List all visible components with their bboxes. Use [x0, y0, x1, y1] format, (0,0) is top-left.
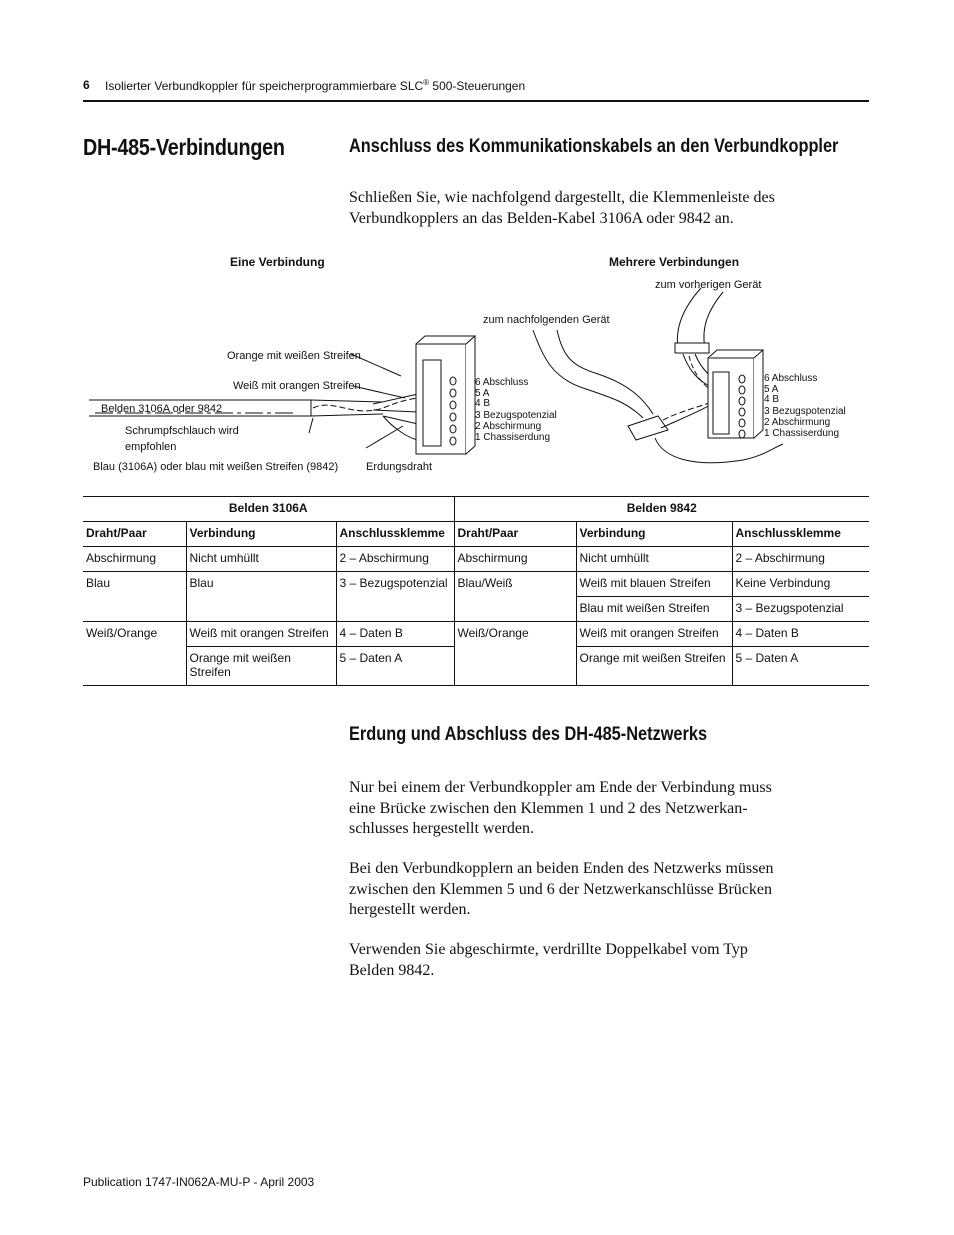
table-cell: 2 – Abschirmung	[336, 547, 454, 572]
intro-paragraph	[349, 188, 859, 229]
table-cell: Blau	[83, 572, 186, 622]
terminal-label-left: 4 B	[475, 398, 491, 409]
column-header: Anschlussklemme	[732, 522, 869, 547]
page-number: 6	[83, 78, 90, 92]
running-header-suffix: 500-Steuerungen	[429, 79, 526, 93]
table-cell: Blau	[186, 572, 336, 622]
table-group-3106a: Belden 3106A	[83, 497, 454, 522]
terminal-label-right: 3 Bezugspotenzial	[764, 406, 846, 417]
diagram-title-multiple: Mehrere Verbindungen	[609, 255, 740, 269]
wiring-diagram	[83, 248, 869, 478]
table-cell: Blau/Weiß	[454, 572, 576, 622]
publication-footer: Publication 1747-IN062A-MU-P - April 2003	[83, 1175, 315, 1189]
terminal-label-right: 1 Chassiserdung	[764, 428, 840, 439]
paragraph-line: Nur bei einem der Verbundkoppler am Ende der Verbindung muss	[349, 779, 772, 796]
label-next-device: zum nachfolgenden Gerät	[483, 314, 610, 326]
table-cell: 4 – Daten B	[336, 622, 454, 647]
terminal-label-left: 1 Chassiserdung	[475, 432, 551, 443]
terminal-label-left: 3 Bezugspotenzial	[475, 410, 557, 421]
section-title: DH-485-Verbindungen	[83, 134, 285, 160]
subsection-title-cable: Anschluss des Kommunikationskabels an den Verbundkoppler	[349, 136, 839, 157]
intro-line: Schließen Sie, wie nachfolgend dargestellt, die Klemmenleiste des	[349, 189, 775, 206]
terminal-label-left: 2 Abschirmung	[475, 421, 542, 432]
table-row	[83, 547, 869, 572]
paragraph-line: eine Brücke zwischen den Klemmen 1 und 2 des Netzwerkan-	[349, 799, 748, 817]
label-shrink-tube: Schrumpfschlauch wird	[125, 425, 239, 437]
table-group-9842: Belden 9842	[454, 497, 869, 522]
label-belden-cable: Belden 3106A oder 9842	[101, 403, 223, 415]
table-cell: Blau mit weißen Streifen	[576, 597, 732, 622]
label-previous-device: zum vorherigen Gerät	[655, 279, 762, 291]
paragraph-line: hergestellt werden.	[349, 901, 471, 918]
running-header-text: Isolierter Verbundkoppler für speicherprogrammierbare SLC	[105, 79, 424, 93]
table-cell: 4 – Daten B	[732, 622, 869, 647]
table-cell: Orange mit weißen Streifen	[186, 647, 336, 686]
table-cell: 5 – Daten A	[336, 647, 454, 686]
paragraph-jumper	[349, 778, 859, 840]
table-row	[83, 572, 869, 597]
paragraph-line: schlusses hergestellt werden.	[349, 820, 534, 837]
column-header: Verbindung	[576, 522, 732, 547]
table-cell: Weiß mit orangen Streifen	[186, 622, 336, 647]
paragraph-termination	[349, 859, 859, 921]
paragraph-line: zwischen den Klemmen 5 und 6 der Netzwerkanschlüsse Brücken	[349, 880, 772, 898]
table-cell: 2 – Abschirmung	[732, 547, 869, 572]
table-cell: 5 – Daten A	[732, 647, 869, 686]
label-orange-wire: Orange mit weißen Streifen	[227, 350, 361, 362]
wiring-table	[83, 496, 869, 686]
running-header	[105, 78, 525, 93]
table-cell: Nicht umhüllt	[186, 547, 336, 572]
label-white-wire: Weiß mit orangen Streifen	[233, 380, 361, 392]
terminal-label-left: 5 A	[475, 388, 490, 399]
terminal-label-right: 2 Abschirmung	[764, 417, 831, 428]
paragraph-line: Bei den Verbundkopplern an beiden Enden des Netzwerks müssen	[349, 860, 774, 877]
label-shrink-tube-2: empfohlen	[125, 441, 177, 453]
intro-line: Verbundkopplers an das Belden-Kabel 3106A oder 9842 an.	[349, 209, 734, 227]
table-cell: Nicht umhüllt	[576, 547, 732, 572]
terminal-label-right: 4 B	[764, 394, 780, 405]
terminal-label-left: 6 Abschluss	[475, 377, 529, 388]
label-ground-wire: Erdungsdraht	[366, 461, 433, 473]
paragraph-cable-type	[349, 940, 859, 981]
table-cell: Keine Verbindung	[732, 572, 869, 597]
registered-mark: ®	[423, 78, 430, 87]
paragraph-line: Verwenden Sie abgeschirmte, verdrillte Doppelkabel vom Typ	[349, 941, 748, 958]
subsection-title-grounding: Erdung und Abschluss des DH-485-Netzwerks	[349, 724, 708, 745]
table-cell: Abschirmung	[454, 547, 576, 572]
table-cell: 3 – Bezugspotenzial	[732, 597, 869, 622]
table-cell: Weiß mit orangen Streifen	[576, 622, 732, 647]
column-header: Draht/Paar	[454, 522, 576, 547]
column-header: Draht/Paar	[83, 522, 186, 547]
table-cell: Abschirmung	[83, 547, 186, 572]
column-header: Anschlussklemme	[336, 522, 454, 547]
terminal-label-right: 6 Abschluss	[764, 373, 818, 384]
column-header: Verbindung	[186, 522, 336, 547]
label-blue-wire: Blau (3106A) oder blau mit weißen Streifen (9842)	[93, 461, 339, 473]
terminal-label-right: 5 A	[764, 384, 779, 395]
table-cell: Weiß/Orange	[454, 622, 576, 686]
table-cell: Weiß mit blauen Streifen	[576, 572, 732, 597]
diagram-title-single: Eine Verbindung	[230, 255, 325, 269]
table-cell: 3 – Bezugspotenzial	[336, 572, 454, 622]
paragraph-line: Belden 9842.	[349, 961, 435, 979]
table-cell: Weiß/Orange	[83, 622, 186, 686]
table-row	[83, 622, 869, 647]
table-cell: Orange mit weißen Streifen	[576, 647, 732, 686]
header-rule	[83, 100, 869, 102]
